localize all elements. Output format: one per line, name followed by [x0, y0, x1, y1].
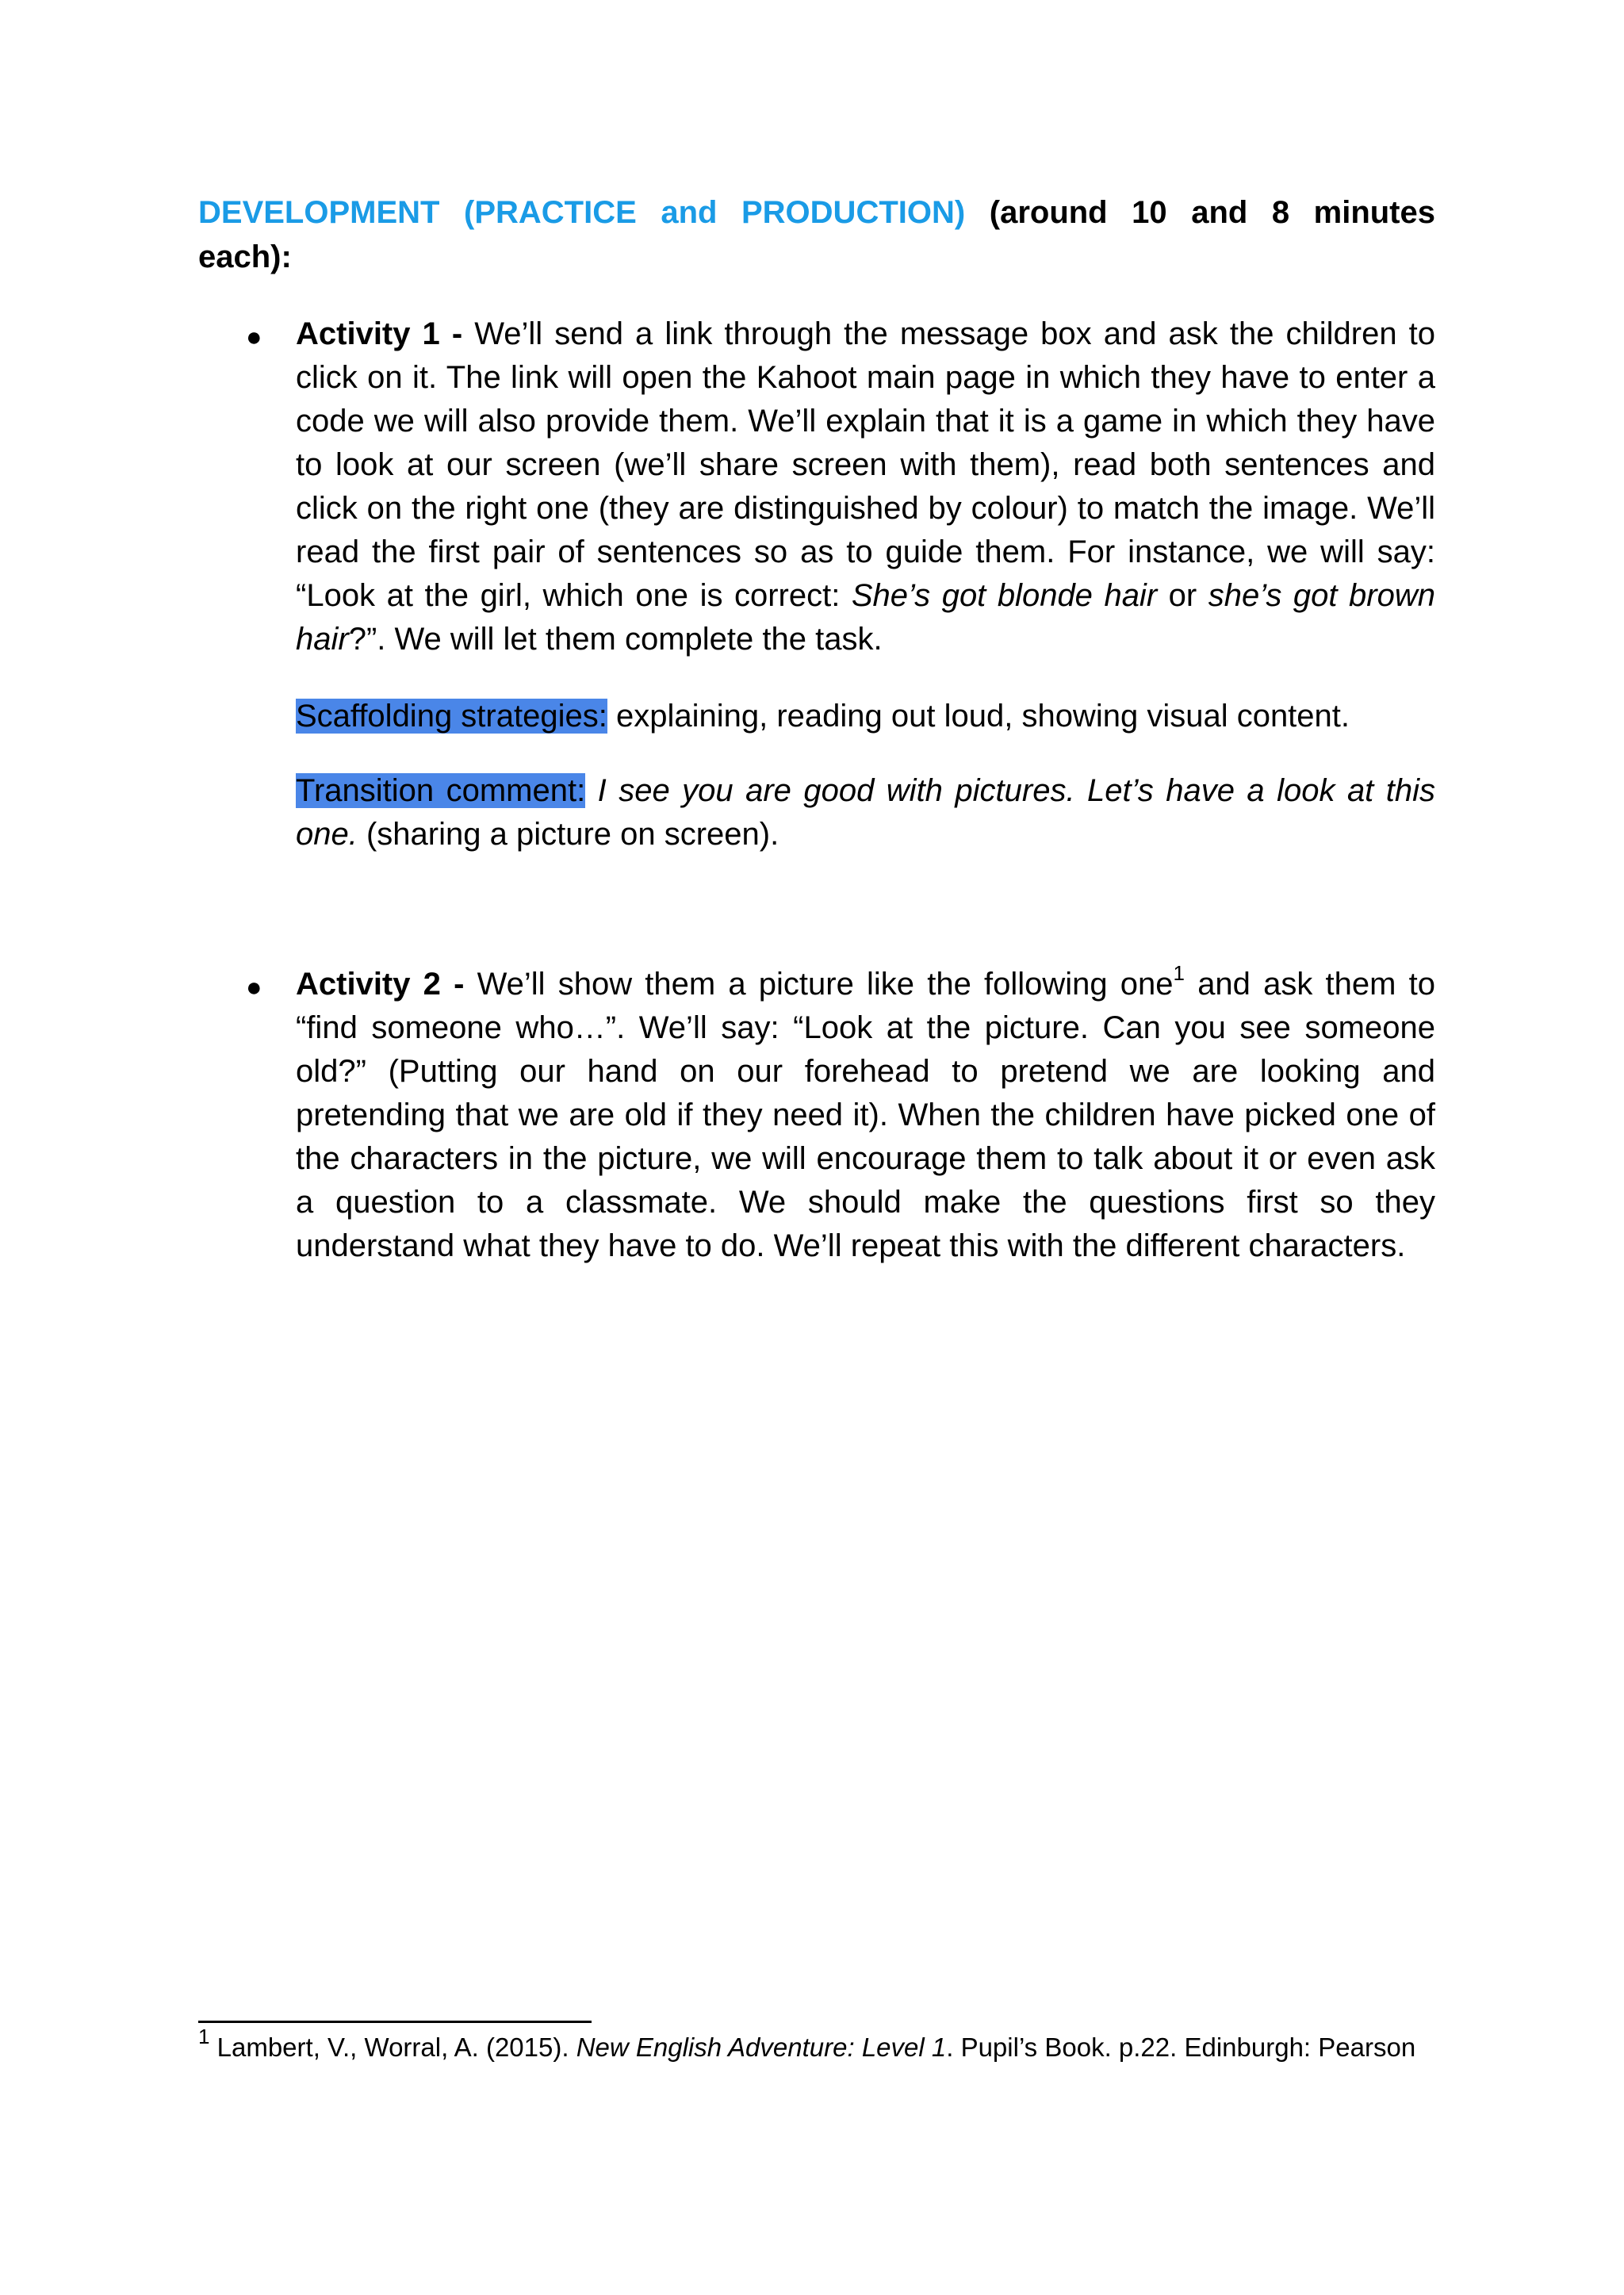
- scaffolding-note: [296, 695, 1435, 738]
- bullet-icon: ●: [246, 972, 262, 1002]
- transition-note: [296, 769, 1435, 856]
- activity-1-text: We’ll send a link through the message box and ask the children to click on it. The link will open the Kahoot main page in which they have to enter a code we will also provide them. We’ll explain that it is a game in which they have to look at our screen (we’ll share screen with them), read both sentences and click on the right one (they are distinguished by colour) to match the image. We’ll read the first pair of sentences so as to guide them. For instance, we will say: “Look at the girl, which one is correct:: [296, 316, 1435, 613]
- transition-label: Transition comment:: [296, 773, 586, 808]
- activity-1-text: ?”. We will let them complete the task.: [348, 622, 883, 657]
- activity-2-label: Activity 2 -: [296, 967, 477, 1002]
- footnote-number: 1: [198, 2025, 210, 2048]
- scaffolding-label: Scaffolding strategies:: [296, 699, 607, 734]
- section-heading-accent: DEVELOPMENT (PRACTICE and PRODUCTION): [198, 195, 966, 230]
- footnote: [198, 2025, 1435, 2065]
- activity-2-text: We’ll show them a picture like the following one: [477, 967, 1174, 1002]
- activity-2-paragraph: [296, 960, 1435, 1268]
- footnote-book-title: New English Adventure: Level 1: [576, 2033, 947, 2062]
- section-heading-rest: (around 10 and 8 minutes: [965, 195, 1435, 230]
- activity-1-text: or: [1157, 578, 1208, 613]
- activity-1-paragraph: [296, 312, 1435, 661]
- section-heading: [198, 190, 1435, 235]
- transition-text: (sharing a picture on screen).: [357, 817, 779, 852]
- transition-italic: I see you are good with pictures. Let’s have a look at this one.: [296, 773, 1435, 852]
- scaffolding-text: explaining, reading out loud, showing visual content.: [607, 699, 1350, 734]
- example-sentence-2: she’s got brown hair: [296, 578, 1436, 657]
- bullet-icon: ●: [246, 322, 262, 352]
- section-heading-line2: each):: [198, 239, 292, 274]
- footnote-text: . Pupil’s Book. p.22. Edinburgh: Pearson: [946, 2033, 1416, 2062]
- example-sentence-1: She’s got blonde hair: [851, 578, 1158, 613]
- activity-2-text: and ask them to “find someone who…”. We’ll say: “Look at the picture. Can you see someone old?” (Putting our hand on our forehead to pretend we are looking and pretending that we are old if they need it). When the children have picked one of the characters in the picture, we will encourage them to talk about it or even ask a question to a classmate. We should make the questions first so they understand what they have to do. We’ll repeat this with the different characters.: [296, 967, 1435, 1263]
- activity-1-label: Activity 1 -: [296, 316, 475, 351]
- footnote-reference[interactable]: 1: [1173, 960, 1185, 985]
- footnote-text: Lambert, V., Worral, A. (2015).: [209, 2033, 576, 2062]
- footnote-divider: [198, 2021, 592, 2023]
